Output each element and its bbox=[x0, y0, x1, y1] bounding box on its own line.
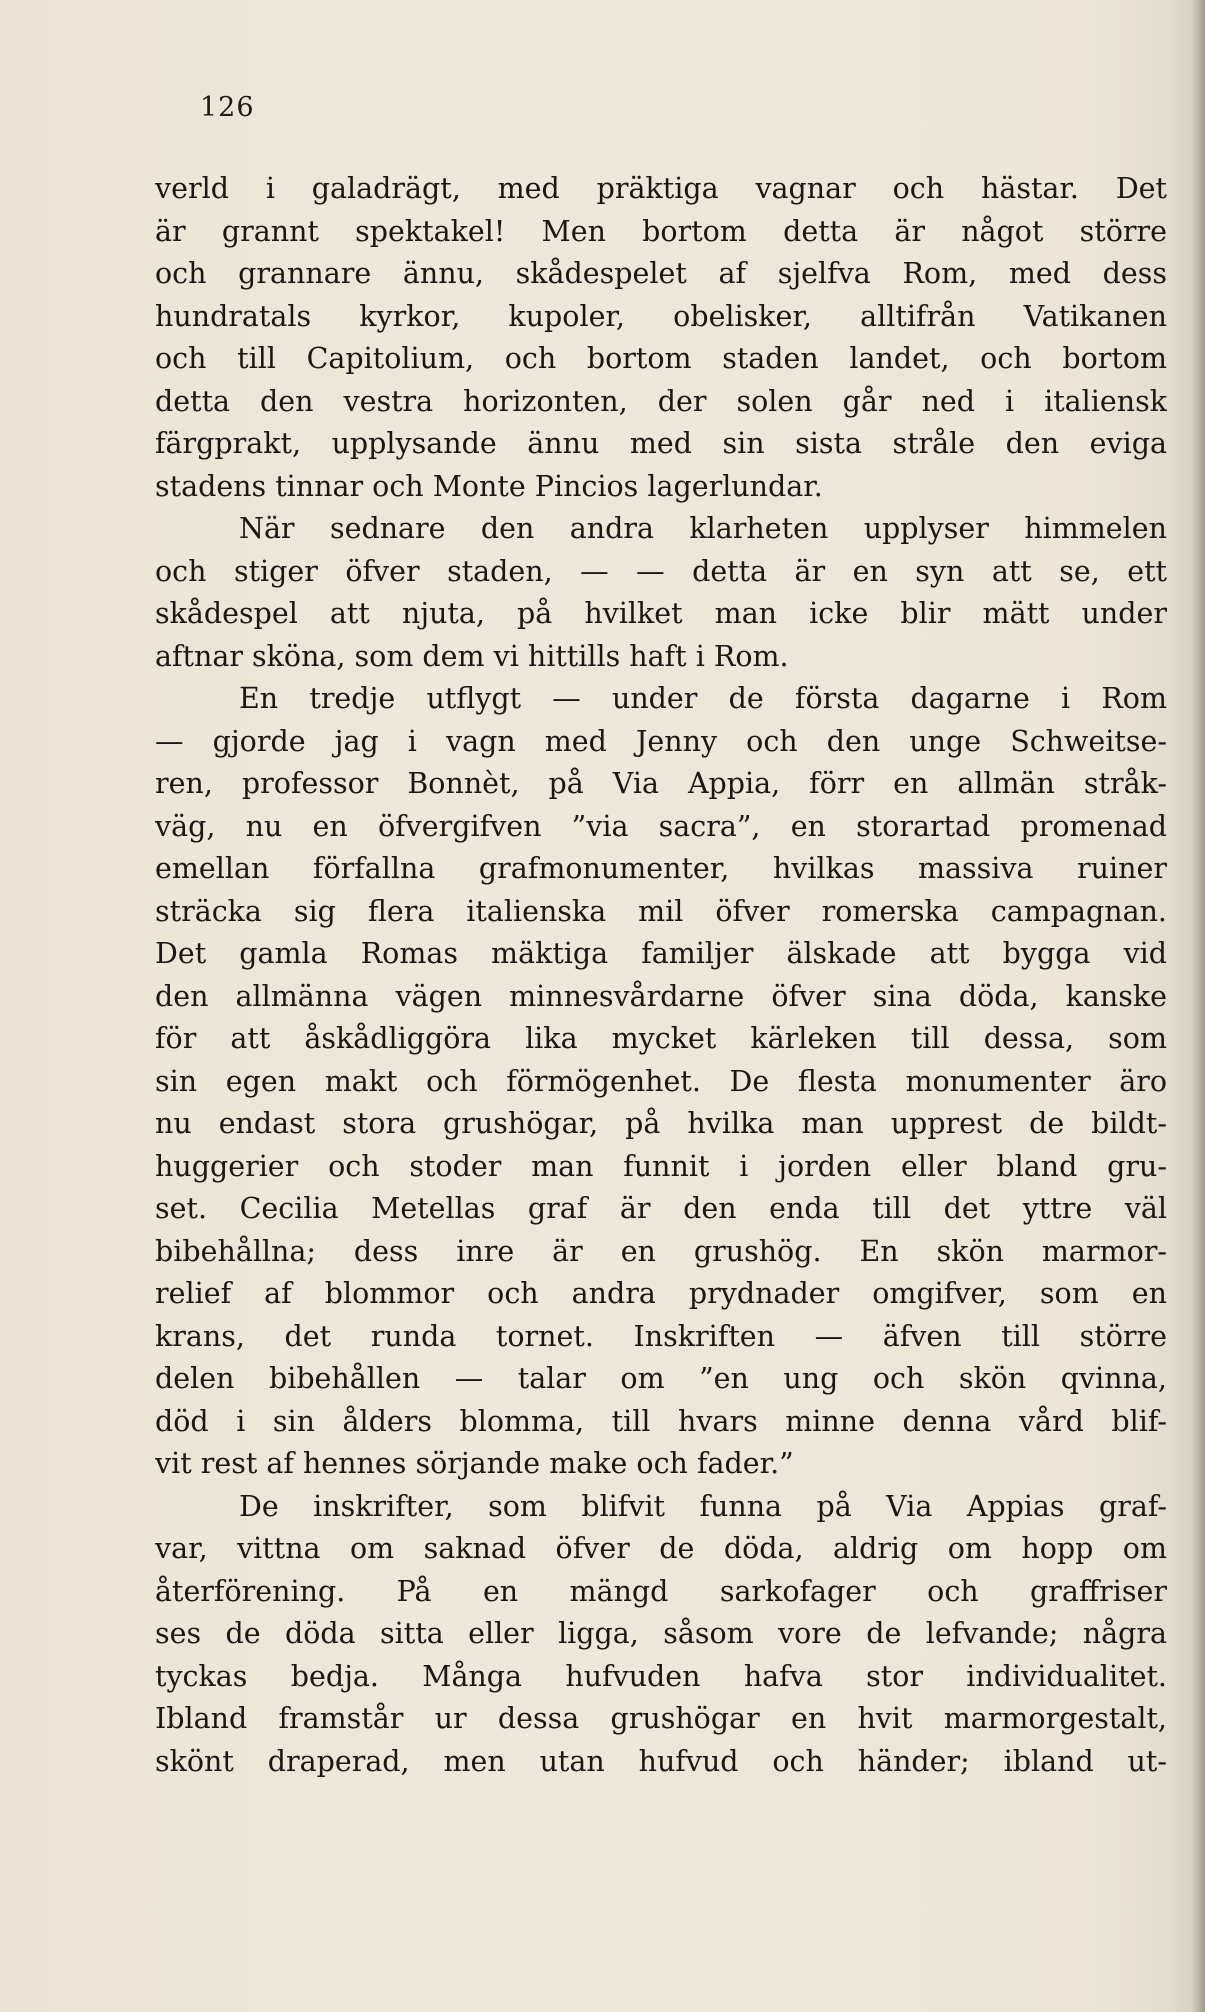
text-line: var, vittna om saknad öfver de döda, aldrig om hopp om bbox=[155, 1532, 1167, 1565]
text-line: skönt draperad, men utan hufvud och händer; ibland ut- bbox=[155, 1744, 1167, 1778]
text-line: huggerier och stoder man funnit i jorden eller bland gru- bbox=[155, 1149, 1167, 1183]
text-line: väg, nu en öfvergifven ”via sacra”, en storartad promenad bbox=[155, 809, 1167, 843]
text-line: ses de döda sitta eller ligga, såsom vore de lefvande; några bbox=[155, 1617, 1167, 1650]
text-line: tyckas bedja. Många hufvuden hafva stor individualitet. bbox=[155, 1659, 1167, 1693]
text-line: färgprakt, upplysande ännu med sin sista stråle den eviga bbox=[155, 427, 1167, 460]
text-line: aftnar sköna, som dem vi hittills haft i Rom. bbox=[155, 639, 789, 673]
page-number: 126 bbox=[200, 92, 255, 123]
text-line: De inskrifter, som blifvit funna på Via Appias graf- bbox=[239, 1489, 1167, 1523]
text-line: Det gamla Romas mäktiga familjer älskade att bygga vid bbox=[155, 937, 1167, 970]
text-line: När sednare den andra klarheten upplyser himmelen bbox=[239, 512, 1167, 545]
text-line: krans, det runda tornet. Inskriften — äfven till större bbox=[155, 1319, 1167, 1353]
text-line: set. Cecilia Metellas graf är den enda till det yttre väl bbox=[155, 1192, 1167, 1225]
text-line: nu endast stora grushögar, på hvilka man upprest de bildt- bbox=[155, 1107, 1167, 1140]
text-line: detta den vestra horizonten, der solen går ned i italiensk bbox=[155, 384, 1167, 418]
text-line: för att åskådliggöra lika mycket kärleken till dessa, som bbox=[155, 1022, 1167, 1055]
text-line: verld i galadrägt, med präktiga vagnar och hästar. Det bbox=[155, 172, 1167, 205]
text-line: — gjorde jag i vagn med Jenny och den unge Schweitse- bbox=[155, 724, 1167, 758]
body-text bbox=[155, 168, 1167, 1783]
text-line: och grannare ännu, skådespelet af sjelfva Rom, med dess bbox=[155, 257, 1167, 290]
text-line: vit rest af hennes sörjande make och fader.” bbox=[155, 1447, 794, 1480]
text-line: och till Capitolium, och bortom staden landet, och bortom bbox=[155, 342, 1167, 375]
text-line: är grannt spektakel! Men bortom detta är något större bbox=[155, 214, 1167, 248]
text-line: sin egen makt och förmögenhet. De flesta monumenter äro bbox=[155, 1064, 1167, 1098]
text-line: stadens tinnar och Monte Pincios lagerlundar. bbox=[155, 469, 823, 503]
text-line: ren, professor Bonnèt, på Via Appia, förr en allmän stråk- bbox=[155, 767, 1167, 800]
page-edge bbox=[1191, 0, 1205, 2012]
text-line: En tredje utflygt — under de första dagarne i Rom bbox=[239, 682, 1167, 715]
text-line: Ibland framstår ur dessa grushögar en hvit marmorgestalt, bbox=[155, 1702, 1167, 1735]
text-line: skådespel att njuta, på hvilket man icke blir mätt under bbox=[155, 597, 1167, 630]
text-line: hundratals kyrkor, kupoler, obelisker, alltifrån Vatikanen bbox=[155, 299, 1167, 333]
text-line: delen bibehållen — talar om ”en ung och skön qvinna, bbox=[155, 1362, 1167, 1395]
text-line: emellan förfallna grafmonumenter, hvilkas massiva ruiner bbox=[155, 852, 1167, 885]
text-line: relief af blommor och andra prydnader omgifver, som en bbox=[155, 1277, 1167, 1310]
text-line: återförening. På en mängd sarkofager och graffriser bbox=[155, 1574, 1167, 1608]
text-line: bibehållna; dess inre är en grushög. En skön marmor- bbox=[155, 1234, 1167, 1268]
text-line: död i sin ålders blomma, till hvars minne denna vård blif- bbox=[155, 1404, 1167, 1438]
text-line: sträcka sig flera italienska mil öfver romerska campagnan. bbox=[155, 894, 1167, 928]
text-line: den allmänna vägen minnesvårdarne öfver sina döda, kanske bbox=[155, 979, 1167, 1013]
text-line: och stiger öfver staden, — — detta är en syn att se, ett bbox=[155, 554, 1167, 588]
